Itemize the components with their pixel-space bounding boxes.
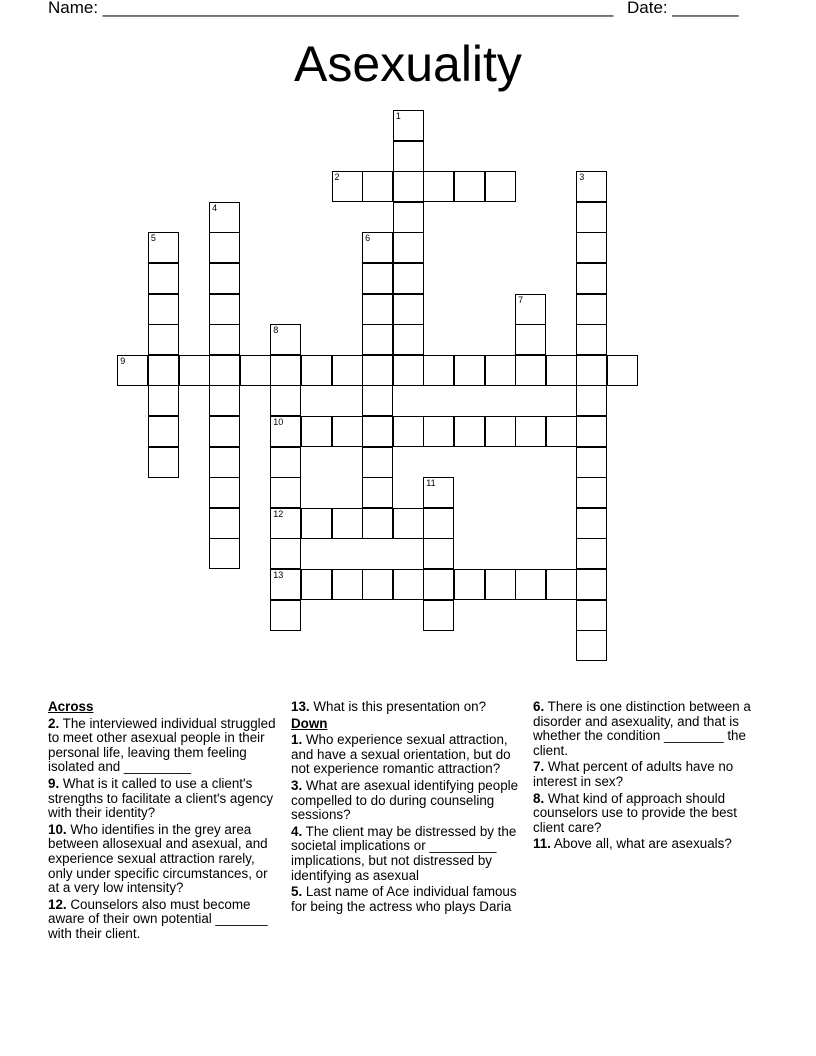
- grid-cell[interactable]: [546, 569, 577, 600]
- down-clue: 7. What percent of adults have no interest in sex?: [533, 759, 734, 789]
- grid-cell[interactable]: [148, 385, 179, 416]
- grid-cell[interactable]: [148, 447, 179, 478]
- grid-cell[interactable]: [393, 508, 424, 539]
- grid-cell[interactable]: [423, 477, 454, 508]
- grid-cell[interactable]: [362, 416, 393, 447]
- grid-cell[interactable]: [576, 294, 607, 325]
- grid-cell[interactable]: [148, 263, 179, 294]
- clue-number: 7: [518, 294, 524, 305]
- grid-cell[interactable]: [209, 385, 240, 416]
- clue-number: 11: [426, 478, 436, 489]
- grid-cell[interactable]: [209, 447, 240, 478]
- clue-number: 8: [273, 325, 279, 336]
- grid-cell[interactable]: [393, 141, 424, 172]
- clues-column-1: [48, 700, 280, 944]
- clue-number: 9: [120, 355, 126, 366]
- grid-cell[interactable]: [362, 355, 393, 386]
- grid-cell[interactable]: [362, 171, 393, 202]
- grid-cell[interactable]: [209, 294, 240, 325]
- across-heading: Across: [48, 699, 94, 714]
- grid-cell[interactable]: [362, 232, 393, 263]
- across-clue: 12. Counselors also must become aware of their own potential _______ with their client.: [48, 896, 268, 941]
- grid-cell[interactable]: [362, 324, 393, 355]
- grid-cell[interactable]: [332, 569, 363, 600]
- grid-cell[interactable]: [515, 355, 546, 386]
- grid-cell[interactable]: [423, 416, 454, 447]
- down-clue: 3. What are asexual identifying people compelled to do during counseling sessions?: [291, 777, 519, 823]
- grid-cell[interactable]: [515, 416, 546, 447]
- grid-cell[interactable]: [576, 355, 607, 386]
- down-clue: 6. There is one distinction between a disorder and asexuality, and that is whether the condition ________ the client.: [533, 699, 751, 758]
- grid-cell[interactable]: [270, 324, 301, 355]
- down-clue: 1. Who experience sexual attraction, and have a sexual orientation, but do not experience romantic attraction?: [291, 732, 511, 777]
- grid-cell[interactable]: [393, 569, 424, 600]
- grid-cell[interactable]: [301, 416, 332, 447]
- clue-number: 10: [273, 417, 284, 427]
- across-clue: 9. What is it called to use a client's strengths to facilitate a client's agency with their identity?: [48, 775, 274, 821]
- grid-cell[interactable]: [270, 508, 301, 539]
- grid-cell[interactable]: [576, 385, 607, 416]
- grid-cell[interactable]: [209, 324, 240, 355]
- grid-cell[interactable]: [576, 324, 607, 355]
- grid-cell[interactable]: [454, 355, 485, 386]
- grid-cell[interactable]: [270, 477, 301, 508]
- grid-cell[interactable]: [148, 294, 179, 325]
- grid-cell[interactable]: [393, 324, 424, 355]
- grid-cell[interactable]: [576, 508, 607, 539]
- grid-cell[interactable]: [546, 355, 577, 386]
- grid-cell[interactable]: [576, 416, 607, 447]
- grid-cell[interactable]: [576, 202, 607, 233]
- grid-cell[interactable]: [209, 355, 240, 386]
- clues-column-2: [291, 700, 523, 916]
- date-field[interactable]: Date: _______: [627, 0, 739, 17]
- grid-cell[interactable]: [209, 538, 240, 569]
- grid-cell[interactable]: [423, 355, 454, 386]
- grid-cell[interactable]: [270, 416, 301, 447]
- grid-cell[interactable]: [423, 508, 454, 539]
- grid-cell[interactable]: [576, 630, 607, 661]
- grid-cell[interactable]: [393, 110, 424, 141]
- grid-cell[interactable]: [332, 355, 363, 386]
- grid-cell[interactable]: [576, 600, 607, 631]
- grid-cell[interactable]: [332, 508, 363, 539]
- grid-cell[interactable]: [209, 202, 240, 233]
- grid-cell[interactable]: [576, 171, 607, 202]
- grid-cell[interactable]: [576, 263, 607, 294]
- grid-cell[interactable]: [301, 355, 332, 386]
- grid-cell[interactable]: [576, 569, 607, 600]
- down-clue: 4. The client may be distressed by the societal implications or _________ implications, but not distressed by identifying as asexual: [291, 823, 517, 883]
- clue-number: 6: [365, 233, 371, 244]
- grid-cell[interactable]: [270, 385, 301, 416]
- grid-cell[interactable]: [362, 508, 393, 539]
- clue-number: 2: [334, 172, 340, 183]
- clue-number: 3: [579, 172, 585, 183]
- grid-cell[interactable]: [576, 447, 607, 478]
- name-field[interactable]: Name: ______________________________________________________: [48, 0, 614, 17]
- grid-cell[interactable]: [393, 202, 424, 233]
- grid-cell[interactable]: [576, 232, 607, 263]
- clue-number: 12: [273, 508, 284, 519]
- grid-cell[interactable]: [393, 263, 424, 294]
- grid-cell[interactable]: [209, 263, 240, 294]
- grid-cell[interactable]: [485, 416, 516, 447]
- grid-cell[interactable]: [117, 355, 148, 386]
- clues-column-3: [533, 700, 765, 854]
- grid-cell[interactable]: [362, 477, 393, 508]
- grid-cell[interactable]: [546, 416, 577, 447]
- grid-cell[interactable]: [515, 294, 546, 325]
- grid-cell[interactable]: [362, 263, 393, 294]
- grid-cell[interactable]: [209, 232, 240, 263]
- grid-cell[interactable]: [576, 538, 607, 569]
- clue-number: 13: [273, 570, 284, 580]
- clue-number: 5: [150, 233, 156, 244]
- grid-cell[interactable]: [454, 416, 485, 447]
- down-clue: 5. Last name of Ace individual famous for being the actress who plays Daria: [291, 884, 517, 914]
- grid-cell[interactable]: [179, 355, 210, 386]
- grid-cell[interactable]: [362, 385, 393, 416]
- grid-cell[interactable]: [393, 416, 424, 447]
- grid-cell[interactable]: [515, 569, 546, 600]
- grid-cell[interactable]: [332, 416, 363, 447]
- grid-cell[interactable]: [148, 324, 179, 355]
- grid-cell[interactable]: [209, 508, 240, 539]
- grid-cell[interactable]: [362, 569, 393, 600]
- grid-cell[interactable]: [393, 355, 424, 386]
- grid-cell[interactable]: [423, 538, 454, 569]
- grid-cell[interactable]: [515, 324, 546, 355]
- across-clue: 10. Who identifies in the grey area between allosexual and asexual, and experience sexual attraction rarely, only under specific circumstances, or at a very low intensity?: [48, 821, 268, 896]
- down-clue: 11. Above all, what are asexuals?: [533, 836, 732, 852]
- grid-cell[interactable]: [209, 477, 240, 508]
- grid-cell[interactable]: [240, 355, 271, 386]
- grid-cell[interactable]: [209, 416, 240, 447]
- grid-cell[interactable]: [485, 355, 516, 386]
- grid-cell[interactable]: [362, 447, 393, 478]
- across-clue: 2. The interviewed individual struggled to meet other asexual people in their personal life, leaving them feeling isolated and _________: [48, 715, 276, 775]
- across-clue: 13. What is this presentation on?: [291, 699, 487, 714]
- grid-cell[interactable]: [332, 171, 363, 202]
- grid-cell[interactable]: [393, 294, 424, 325]
- grid-cell[interactable]: [270, 447, 301, 478]
- grid-cell[interactable]: [270, 600, 301, 631]
- grid-cell[interactable]: [362, 294, 393, 325]
- grid-cell[interactable]: [454, 171, 485, 202]
- grid-cell[interactable]: [576, 477, 607, 508]
- grid-cell[interactable]: [393, 232, 424, 263]
- grid-cell[interactable]: [485, 569, 516, 600]
- grid-cell[interactable]: [454, 569, 485, 600]
- grid-cell[interactable]: [423, 171, 454, 202]
- grid-cell[interactable]: [301, 569, 332, 600]
- down-clue: 8. What kind of approach should counselors use to provide the best client care?: [533, 790, 737, 835]
- grid-cell[interactable]: [270, 569, 301, 600]
- grid-cell[interactable]: [148, 355, 179, 386]
- grid-cell[interactable]: [301, 508, 332, 539]
- down-heading: Down: [291, 715, 328, 731]
- grid-cell[interactable]: [393, 171, 424, 202]
- grid-cell[interactable]: [148, 232, 179, 263]
- grid-cell[interactable]: [607, 355, 638, 386]
- grid-cell[interactable]: [148, 416, 179, 447]
- grid-cell[interactable]: [270, 355, 301, 386]
- grid-cell[interactable]: [485, 171, 516, 202]
- grid-cell[interactable]: [423, 569, 454, 600]
- grid-cell[interactable]: [423, 600, 454, 631]
- clue-number: 4: [212, 202, 218, 213]
- clue-number: 1: [395, 111, 401, 121]
- grid-cell[interactable]: [270, 538, 301, 569]
- page-title: Asexuality: [294, 36, 522, 92]
